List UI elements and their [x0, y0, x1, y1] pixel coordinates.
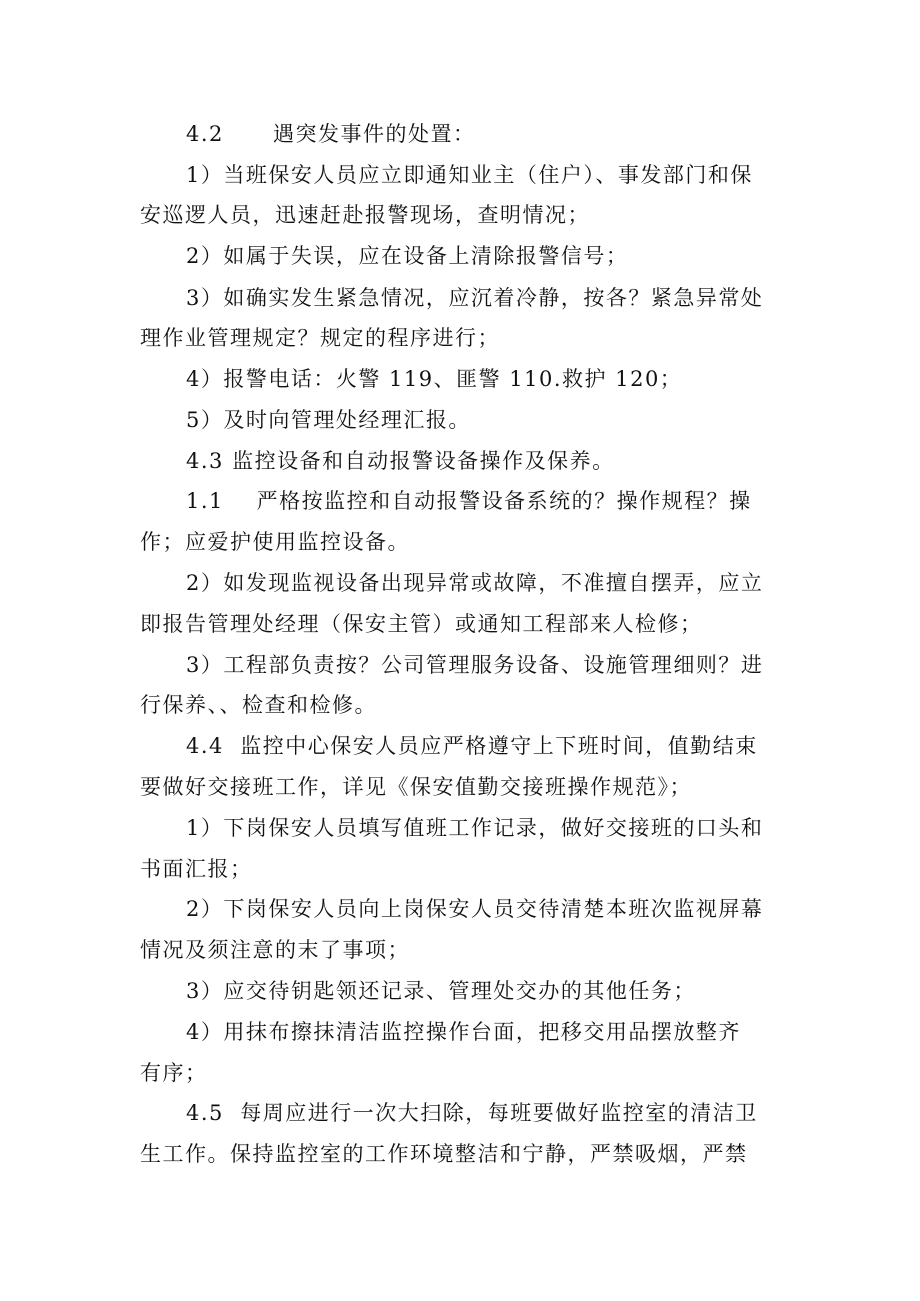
paragraph-line: 行保养、、检查和检修。 — [140, 693, 377, 717]
section-heading-4-3: 4.3 监控设备和自动报警设备操作及保养。 — [186, 449, 615, 473]
paragraph-line: 3）应交待钥匙领还记录、管理处交办的其他任务； — [186, 979, 696, 1003]
paragraph-line: 理作业管理规定？规定的程序进行； — [140, 326, 500, 350]
paragraph-line: 书面汇报； — [140, 857, 253, 881]
paragraph-line: 情况及须注意的末了事项； — [140, 938, 410, 962]
paragraph-line: 要做好交接班工作，详见《保安值勤交接班操作规范》； — [140, 775, 692, 799]
paragraph-line: 1）下岗保安人员填写值班工作记录，做好交接班的口头和 — [186, 816, 764, 840]
section-heading-4-4: 4.4 监控中心保安人员应严格遵守上下班时间，值勤结束 — [186, 734, 758, 758]
paragraph-line: 2）如发现监视设备出现异常或故障，不准擅自摆弄，应立 — [186, 571, 764, 595]
section-heading-4-5: 4.5 每周应进行一次大扫除，每班要做好监控室的清洁卫 — [186, 1101, 758, 1125]
paragraph-line: 有序； — [140, 1061, 208, 1085]
paragraph-line: 3）如确实发生紧急情况，应沉着冷静，按各？紧急异常处 — [186, 286, 764, 310]
paragraph-line: 4）用抹布擦抹清洁监控操作台面，把移交用品摆放整齐 — [186, 1020, 741, 1044]
paragraph-line: 生工作。保持监控室的工作环境整洁和宁静，严禁吸烟，严禁 — [140, 1142, 748, 1166]
paragraph-line: 安巡逻人员，迅速赶赴报警现场，查明情况； — [140, 203, 590, 227]
paragraph-line: 5）及时向管理处经理汇报。 — [186, 408, 471, 432]
paragraph-line: 作；应爱护使用监控设备。 — [140, 530, 410, 554]
paragraph-line: 2）如属于失误，应在设备上清除报警信号； — [186, 244, 629, 268]
paragraph-line: 即报告管理处经理（保安主管）或通知工程部来人检修； — [140, 612, 703, 636]
paragraph-line: 4）报警电话：火警 119、匪警 110.救护 120； — [186, 367, 683, 391]
paragraph-line: 2）下岗保安人员向上岗保安人员交待清楚本班次监视屏幕 — [186, 897, 764, 921]
section-heading-4-2: 4.2 遇突发事件的处置： — [186, 122, 476, 146]
paragraph-line: 3）工程部负责按？公司管理服务设备、设施管理细则？进 — [186, 653, 764, 677]
paragraph-line: 1）当班保安人员应立即通知业主（住户）、事发部门和保 — [186, 163, 753, 187]
paragraph-line: 1.1 严格按监控和自动报警设备系统的？操作规程？操 — [186, 489, 752, 513]
